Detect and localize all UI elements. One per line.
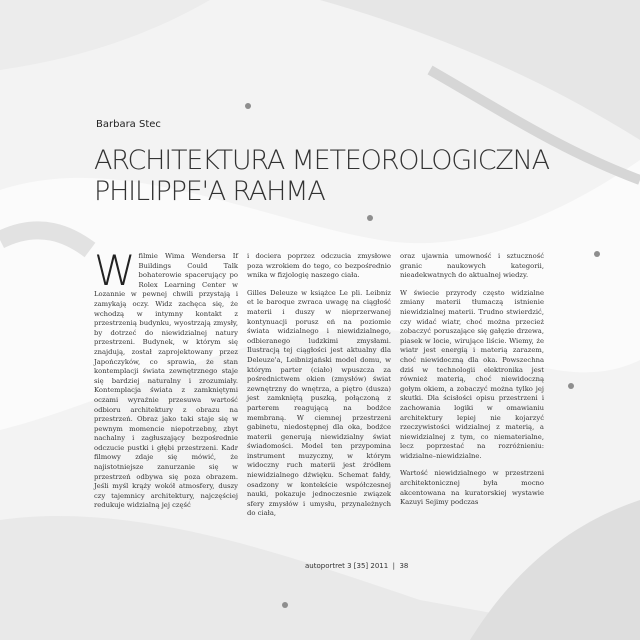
paragraph <box>94 246 238 511</box>
text-column-2 <box>247 252 391 527</box>
title-line-2: PHILIPPE'A RAHMA <box>94 176 325 207</box>
paragraph: i dociera poprzez odczucia zmysłowe poza wzrokiem do tego, co bezpośrednio wnika w fizjologię naszego ciała. <box>247 252 391 280</box>
paragraph-text: filmie Wima Wendersa If Buildings Could Talk bohaterowie spacerujący po Rolex Learning Center w Lozannie w pewnej chwili przystają i zamykają oczy. Widz zachęca się, że wchodzą w intymny kontakt z przestrzenią budynku, wyostrzają zmysły, by dotrzeć do niewidzialnej natury przestrzeni. Budynek, w którym się znajdują, został zaprojektowany przez Japończyków, co sprawia, że stan kontemplacji świata zewnętrznego staje się bardziej naturalny i zrozumiały. Kontemplacja świata z zamkniętymi oczami wyraźnie przesuwa wartość odbioru architektury z obrazu na przestrzeń. Obraz jako taki staje się w pewnym momencie niepotrzebny, zbyt nachalny i zagłuszający bezpośrednie odczucie pustki i głębi przestrzeni. Kadr filmowy zdaje się mówić, że najistotniejsze zanurzanie się w przestrzeń odbywa się poza obrazem. Jeśli myśl krąży wokół atmosfery, duszy czy tajemnicy architektury, najczęściej redukuje widzialną jej część <box>94 252 238 510</box>
drop-cap: W <box>94 246 136 295</box>
paragraph: Wartość niewidzialnego w przestrzeni architektonicznej była mocno akcentowana na kuratorskiej wystawie Kazuyi Sejimy podczas <box>400 469 544 507</box>
article-title <box>94 145 594 207</box>
decor-dot <box>594 251 600 257</box>
paragraph: oraz ujawnia umowność i sztuczność granic naukowych kategorii, nieadekwatnych do aktualnej wiedzy. <box>400 252 544 280</box>
decor-dot <box>367 215 373 221</box>
paragraph: W świecie przyrody często widzialne zmiany materii tłumaczą istnienie niewidzialnej materii. Trudno stwierdzić, czy widać wiatr, choć można przecież zobaczyć poruszające się gałęzie drzewa, piasek w locie, wirujące liście. Wiemy, że wiatr jest energią i materią zarazem, choć niewidoczną dla oka. Powszechna dziś w technologii elektronika jest również materią, choć niewidoczną gołym okiem, a zobaczyć można tylko jej skutki. Dla ścisłości opisu przestrzeni i zachowania logiki w omawianiu architektury lepiej nie kojarzyć rzeczywistości widzialnej z materią, a niewidzialnej z tym, co niematerialne, lecz poprzestać na rozróżnieniu: widzialne–niewidzialne. <box>400 288 544 460</box>
title-line-1: ARCHITEKTURA METEOROLOGICZNA <box>94 145 549 176</box>
decor-dot <box>568 383 574 389</box>
decor-dot <box>245 103 251 109</box>
text-column-1 <box>94 246 238 519</box>
text-column-3 <box>400 252 544 516</box>
page-footer: autoportret 3 [35] 2011 | 38 <box>305 562 409 570</box>
decor-dot <box>282 602 288 608</box>
author-name: Barbara Stec <box>96 119 161 130</box>
paragraph: Gilles Deleuze w książce Le pli. Leibniz et le baroque zwraca uwagę na ciągłość materii i duszy w nieprzerwanej kontynuacji porusz eń na poziomie świata widzialnego i niewidzialnego, odbieranego ludzkimi zmysłami. Ilustracją tej ciągłości jest aktualny dla Deleuze'a, Leibnizjański model domu, w którym parter (ciało) wpuszcza za pośrednictwem okien (zmysłów) świat zewnętrzny do wnętrza, a piętro (dusza) jest zamkniętą puszką, połączoną z parterem reagującą na bodźce membraną. W ciemnej przestrzeni gabinetu, niedostępnej dla oka, bodźce materii generują niewidzialny świat świadomości. Model ten przypomina instrument muzyczny, w którym widoczny ruch materii jest źródłem niewidzialnego dźwięku. Schemat fałdy, osadzony w kontekście współczesnej nauki, pokazuje jednoczesnie związek sfery zmysłów i umysłu, przynależnych do ciała, <box>247 288 391 518</box>
